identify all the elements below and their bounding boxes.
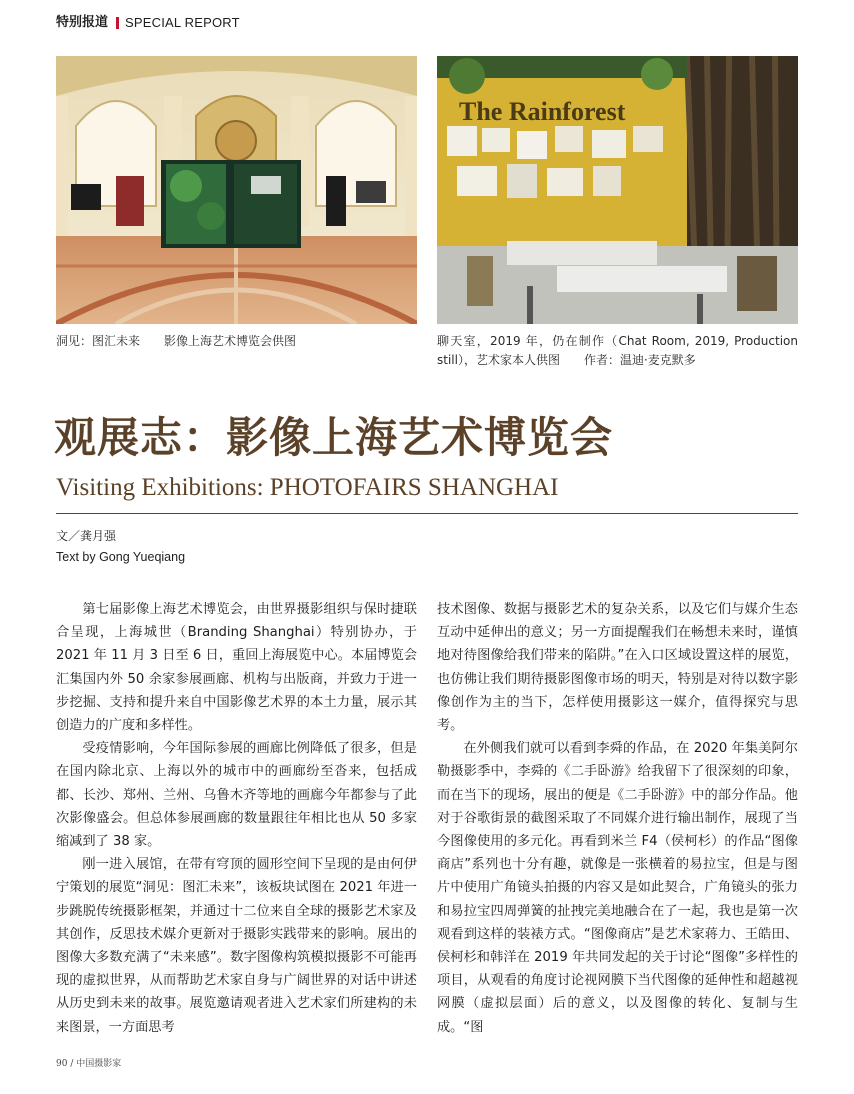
body-paragraph: 受疫情影响，今年国际参展的画廊比例降低了很多，但是在国内除北京、上海以外的城市中的画廊纷至沓来，包括成都、长沙、郑州、兰州、乌鲁木齐等地的画廊今年都参与了此次影像盛会。但总体参展画廊的数量跟往年相比也从 50 多家缩减到了 38 家。 — [56, 741, 417, 850]
right-caption-text: 聊天室，2019 年，仍在制作（Chat Room, 2019, Production still），艺术家本人供图 — [437, 334, 798, 367]
exhibition-hall-photo — [56, 56, 417, 324]
page-number: 90 — [56, 1059, 68, 1069]
article-title-cn: 观展志：影像上海艺术博览会 — [54, 413, 614, 462]
body-paragraph: 第七届影像上海艺术博览会，由世界摄影组织与保时捷联合呈现，上海城世（Branding Shanghai）特别协办，于 2021 年 11 月 3 日至 6 日，重回上海展览中心。本届博览会汇集国内外 50 余家参展画廊、机构与出版商，并致力于进一步挖掘、支持和提升来自中国影像艺术界的本土力量，展示其创造力的广度和多样性。 — [56, 602, 417, 734]
section-header — [56, 14, 240, 32]
title-rule — [56, 513, 798, 514]
right-photo-caption — [437, 332, 798, 370]
section-label: 特别报道 — [56, 15, 109, 30]
rainforest-room-photo — [437, 56, 798, 324]
page-footer: 90 / 中国摄影家 — [56, 1059, 122, 1069]
body-paragraph: 刚一进入展馆，在带有穹顶的圆形空间下呈现的是由何伊宁策划的展览“洞见：图汇未来”，该板块试图在 2021 年进一步跳脱传统摄影框架，并通过十二位来自全球的摄影艺术家及其创作，反思技术媒介更新对于摄影实践带来的影响。展出的图像大多数充满了“未来感”。数字图像构筑模拟摄影不可能再现的虚拟世界，从而帮助艺术家自身与广阔世界的对话中讲述从历史到未来的故事。展览邀请观者进入艺术家们所建构的未来图景，一方面思考 — [56, 857, 417, 1035]
right-caption-author: 作者：温迪·麦克默多 — [583, 353, 696, 367]
left-caption-title: 洞见：图汇未来 — [56, 334, 141, 348]
body-column-left — [56, 598, 417, 1039]
body-paragraph: 技术图像、数据与摄影艺术的复杂关系，以及它们与媒介生态互动中延伸出的意义；另一方面提醒我们在畅想未来时，谨慎地对待图像给我们带来的陷阱。”在入口区域设置这样的展览，也仿佛让我们期待摄影图像市场的明天，特别是对待以数字影像创作为主的当下，怎样使用摄影这一媒介，值得探究与思考。 — [437, 602, 798, 734]
rainforest-sign: The Rainforest — [459, 97, 626, 126]
left-photo-caption — [56, 332, 417, 351]
section-divider — [116, 17, 119, 29]
magazine-name: 中国摄影家 — [76, 1059, 122, 1069]
body-column-right — [437, 598, 798, 1039]
body-paragraph: 在外侧我们就可以看到李舜的作品，在 2020 年集美阿尔勒摄影季中，李舜的《二手卧游》给我留下了很深刻的印象，而在当下的现场，展出的便是《二手卧游》中的部分作品。他对于谷歌街景的截图采取了不同媒介进行输出制作，展现了当今图像使用的多元化。再看到米兰 F4（侯柯杉）的作品“图像商店”系列也十分有趣，就像是一张横着的易拉宝，但是与图片中使用广角镜头拍摄的内容又是如此契合，广角镜头的张力和易拉宝四周弹簧的扯拽完美地融合在了一起，我也是第一次观看到这样的装裱方式。“图像商店”是艺术家蒋力、王皓田、侯柯杉和韩洋在 2019 年共同发起的关于讨论“图像”多样性的项目，从观看的角度讨论视网膜下当代图像的延伸性和超越视网膜（虚拟层面）后的意义，以及图像的转化、复制与生成。“图 — [437, 741, 798, 1035]
byline-cn: 文／龚月强 — [56, 529, 117, 543]
report-label: SPECIAL REPORT — [125, 15, 240, 30]
article-title-en: Visiting Exhibitions: PHOTOFAIRS SHANGHAI — [56, 474, 559, 501]
left-caption-credit: 影像上海艺术博览会供图 — [164, 334, 297, 348]
byline-en: Text by Gong Yueqiang — [56, 550, 186, 564]
